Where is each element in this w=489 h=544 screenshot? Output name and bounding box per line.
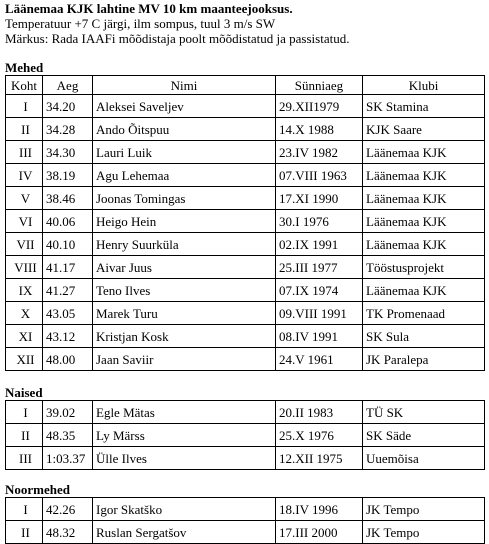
klubi-cell: Läänemaa KJK (363, 279, 485, 302)
nimi-cell: Marek Turu (93, 302, 276, 325)
koht-cell: I (6, 95, 43, 118)
aeg-cell: 43.05 (43, 302, 93, 325)
synniaeg-cell: 07.VIII 1963 (276, 164, 363, 187)
klubi-cell: SK Stamina (363, 95, 485, 118)
klubi-cell: KJK Saare (363, 118, 485, 141)
koht-cell: II (6, 521, 43, 544)
table-body-naised (6, 401, 485, 470)
remark-line: Märkus: Rada IAAFi mõõdistaja poolt mõõdistatud ja passistatud. (5, 31, 350, 46)
table-row (6, 141, 485, 164)
synniaeg-cell: 29.XII1979 (276, 95, 363, 118)
aeg-cell: 34.20 (43, 95, 93, 118)
nimi-cell: Aivar Juus (93, 256, 276, 279)
synniaeg-cell: 14.X 1988 (276, 118, 363, 141)
synniaeg-cell: 25.III 1977 (276, 256, 363, 279)
nimi-cell: Ando Õitspuu (93, 118, 276, 141)
weather-line: Temperatuur +7 C järgi, ilm sompus, tuul 3 m/s SW (5, 16, 276, 31)
nimi-cell: Henry Suurküla (93, 233, 276, 256)
nimi-cell: Ruslan Sergatšov (93, 521, 276, 544)
section-title-noormehed: Noormehed (5, 482, 70, 497)
koht-cell: VII (6, 233, 43, 256)
table-row (6, 401, 485, 424)
table-row (6, 424, 485, 447)
nimi-cell: Heigo Hein (93, 210, 276, 233)
synniaeg-cell: 12.XII 1975 (276, 447, 363, 470)
synniaeg-cell: 17.XI 1990 (276, 187, 363, 210)
aeg-cell: 40.10 (43, 233, 93, 256)
koht-cell: II (6, 424, 43, 447)
aeg-cell: 48.00 (43, 348, 93, 371)
table-row (6, 498, 485, 521)
nimi-cell: Igor Skatško (93, 498, 276, 521)
klubi-cell: Läänemaa KJK (363, 141, 485, 164)
table-row (6, 95, 485, 118)
nimi-cell: Egle Mätas (93, 401, 276, 424)
nimi-cell: Lauri Luik (93, 141, 276, 164)
table-row (6, 279, 485, 302)
klubi-cell: Läänemaa KJK (363, 233, 485, 256)
synniaeg-cell: 23.IV 1982 (276, 141, 363, 164)
table-row (6, 118, 485, 141)
aeg-cell: 41.27 (43, 279, 93, 302)
koht-cell: I (6, 401, 43, 424)
column-header-klubi: Klubi (363, 76, 485, 95)
aeg-cell: 43.12 (43, 325, 93, 348)
koht-cell: XII (6, 348, 43, 371)
klubi-cell: JK Tempo (363, 521, 485, 544)
column-header-aeg: Aeg (43, 76, 93, 95)
koht-cell: III (6, 141, 43, 164)
koht-cell: IX (6, 279, 43, 302)
results-table-noormehed (5, 497, 485, 544)
aeg-cell: 1:03.37 (43, 447, 93, 470)
synniaeg-cell: 07.IX 1974 (276, 279, 363, 302)
table-row (6, 302, 485, 325)
synniaeg-cell: 25.X 1976 (276, 424, 363, 447)
aeg-cell: 34.28 (43, 118, 93, 141)
klubi-cell: JK Paralepa (363, 348, 485, 371)
synniaeg-cell: 20.II 1983 (276, 401, 363, 424)
table-row (6, 325, 485, 348)
column-header-nimi: Nimi (93, 76, 276, 95)
nimi-cell: Teno Ilves (93, 279, 276, 302)
koht-cell: VI (6, 210, 43, 233)
aeg-cell: 41.17 (43, 256, 93, 279)
results-document (5, 0, 485, 544)
synniaeg-cell: 09.VIII 1991 (276, 302, 363, 325)
table-row (6, 164, 485, 187)
aeg-cell: 48.32 (43, 521, 93, 544)
results-table-mehed (5, 75, 485, 371)
klubi-cell: Uuemõisa (363, 447, 485, 470)
aeg-cell: 40.06 (43, 210, 93, 233)
document-title: Läänemaa KJK lahtine MV 10 km maanteejooksus. (5, 1, 293, 16)
synniaeg-cell: 30.I 1976 (276, 210, 363, 233)
column-header-synniaeg: Sünniaeg (276, 76, 363, 95)
nimi-cell: Kristjan Kosk (93, 325, 276, 348)
synniaeg-cell: 08.IV 1991 (276, 325, 363, 348)
aeg-cell: 39.02 (43, 401, 93, 424)
koht-cell: III (6, 447, 43, 470)
koht-cell: X (6, 302, 43, 325)
aeg-cell: 38.46 (43, 187, 93, 210)
section-title-naised: Naised (5, 385, 43, 400)
klubi-cell: Läänemaa KJK (363, 210, 485, 233)
klubi-cell: SK Säde (363, 424, 485, 447)
koht-cell: I (6, 498, 43, 521)
klubi-cell: TK Promenaad (363, 302, 485, 325)
results-table-naised (5, 400, 485, 470)
klubi-cell: Läänemaa KJK (363, 187, 485, 210)
synniaeg-cell: 02.IX 1991 (276, 233, 363, 256)
aeg-cell: 42.26 (43, 498, 93, 521)
table-row (6, 447, 485, 470)
section-title-mehed: Mehed (5, 60, 44, 75)
nimi-cell: Aleksei Saveljev (93, 95, 276, 118)
nimi-cell: Agu Lehemaa (93, 164, 276, 187)
nimi-cell: Ülle Ilves (93, 447, 276, 470)
klubi-cell: JK Tempo (363, 498, 485, 521)
nimi-cell: Joonas Tomingas (93, 187, 276, 210)
klubi-cell: Läänemaa KJK (363, 164, 485, 187)
koht-cell: IV (6, 164, 43, 187)
klubi-cell: TÜ SK (363, 401, 485, 424)
koht-cell: XI (6, 325, 43, 348)
aeg-cell: 34.30 (43, 141, 93, 164)
synniaeg-cell: 24.V 1961 (276, 348, 363, 371)
table-body-mehed (6, 95, 485, 371)
aeg-cell: 38.19 (43, 164, 93, 187)
table-row (6, 521, 485, 544)
table-row (6, 348, 485, 371)
table-row (6, 210, 485, 233)
koht-cell: V (6, 187, 43, 210)
table-header-row (6, 76, 485, 95)
column-header-koht: Koht (6, 76, 43, 95)
synniaeg-cell: 18.IV 1996 (276, 498, 363, 521)
nimi-cell: Ly Märss (93, 424, 276, 447)
synniaeg-cell: 17.III 2000 (276, 521, 363, 544)
nimi-cell: Jaan Saviir (93, 348, 276, 371)
table-row (6, 256, 485, 279)
table-body-noormehed (6, 498, 485, 544)
koht-cell: II (6, 118, 43, 141)
koht-cell: VIII (6, 256, 43, 279)
table-row (6, 187, 485, 210)
klubi-cell: Tööstusprojekt (363, 256, 485, 279)
aeg-cell: 48.35 (43, 424, 93, 447)
klubi-cell: SK Sula (363, 325, 485, 348)
table-row (6, 233, 485, 256)
